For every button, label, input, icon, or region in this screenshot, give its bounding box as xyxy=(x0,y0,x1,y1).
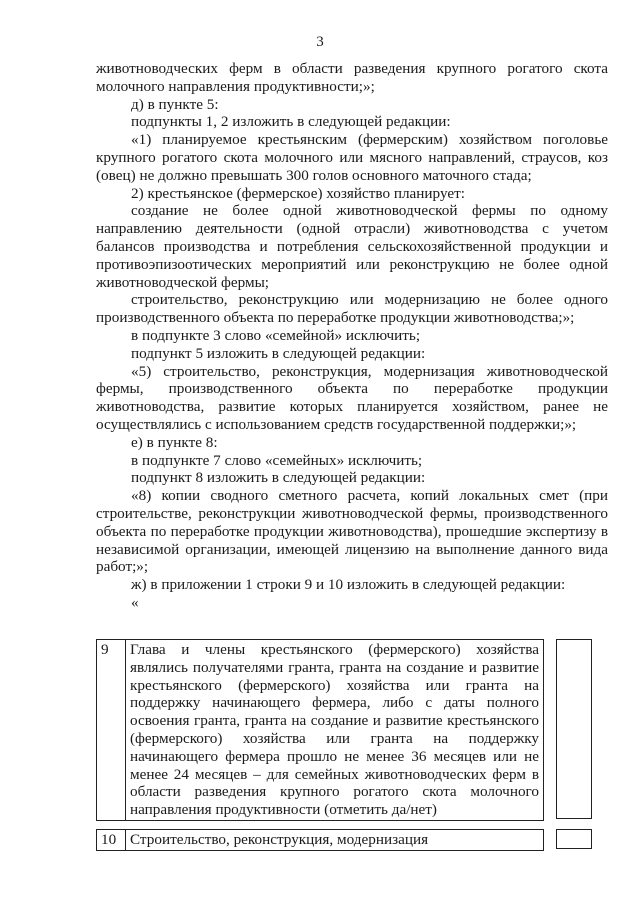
paragraph-1: животноводческих ферм в области разведения крупного рогатого скота молочного направления продуктивности;»; xyxy=(96,60,608,95)
paragraph-10: «5) строительство, реконструкция, модернизация животноводческой фермы, производственного объекта по переработке продукции животноводства, развитие которых планируется хозяйством, ранее не осуществлялись с использованием средств государственной поддержки;»; xyxy=(96,362,608,433)
paragraph-7: строительство, реконструкцию или модернизацию не более одного производственного объекта по переработке продукции животноводства;»; xyxy=(96,291,608,327)
answer-box-row-9[interactable] xyxy=(556,639,592,819)
paragraph-15: ж) в приложении 1 строки 9 и 10 изложить в следующей редакции: xyxy=(131,576,566,594)
row-number: 10 xyxy=(97,830,126,851)
opening-quote: « xyxy=(131,593,139,611)
answer-box-row-10[interactable] xyxy=(556,829,592,849)
paragraph-3: подпункты 1, 2 изложить в следующей редакции: xyxy=(131,113,451,131)
document-body xyxy=(96,60,608,612)
table-row-10 xyxy=(96,829,544,851)
paragraph-9: подпункт 5 изложить в следующей редакции: xyxy=(131,344,426,362)
paragraph-11: е) в пункте 8: xyxy=(131,433,218,451)
paragraph-13: подпункт 8 изложить в следующей редакции: xyxy=(131,469,426,487)
paragraph-6: создание не более одной животноводческой фермы по одному направлению деятельности (одной отрасли) животноводства с учетом балансов производства и потребления сельскохозяйственной продукции и противоэпизоотических мероприятий или реконструкцию не более одной животноводческой фермы; xyxy=(96,202,608,291)
row-number: 9 xyxy=(97,640,126,821)
paragraph-12: в подпункте 7 слово «семейных» исключить; xyxy=(131,451,423,469)
table-row-9 xyxy=(96,639,544,821)
paragraph-14: «8) копии сводного сметного расчета, копий локальных смет (при строительстве, реконструкции животноводческой фермы, производственного объекта по переработке продукции животноводства), прошедшие экспертизу в независимой организации, имеющей лицензию на выполнение данного вида работ;»; xyxy=(96,487,608,576)
paragraph-2: д) в пункте 5: xyxy=(131,95,219,113)
paragraph-4: «1) планируемое крестьянским (фермерским) хозяйством поголовье крупного рогатого скота молочного или мясного направлений, страусов, коз (овец) не должно превышать 300 голов основного маточного стада; xyxy=(96,131,608,184)
row-text: Глава и члены крестьянского (фермерского) хозяйства являлись получателями гранта, гранта на создание и развитие крестьянского (фермерского) хозяйства или гранта на поддержку начинающего фермера, либо с даты полного освоения гранта, гранта на создание и развитие крестьянского (фермерского) хозяйства или гранта на поддержку начинающего фермера прошло не менее 36 месяцев или не менее 24 месяцев – для семейных животноводческих ферм в области разведения крупного рогатого скота молочного направления продуктивности (отметить да/нет) xyxy=(126,640,544,821)
row-text: Строительство, реконструкция, модернизация xyxy=(126,830,544,851)
paragraph-8: в подпункте 3 слово «семейной» исключить; xyxy=(131,326,421,344)
paragraph-5: 2) крестьянское (фермерское) хозяйство планирует: xyxy=(131,184,465,202)
page-number: 3 xyxy=(316,34,324,50)
